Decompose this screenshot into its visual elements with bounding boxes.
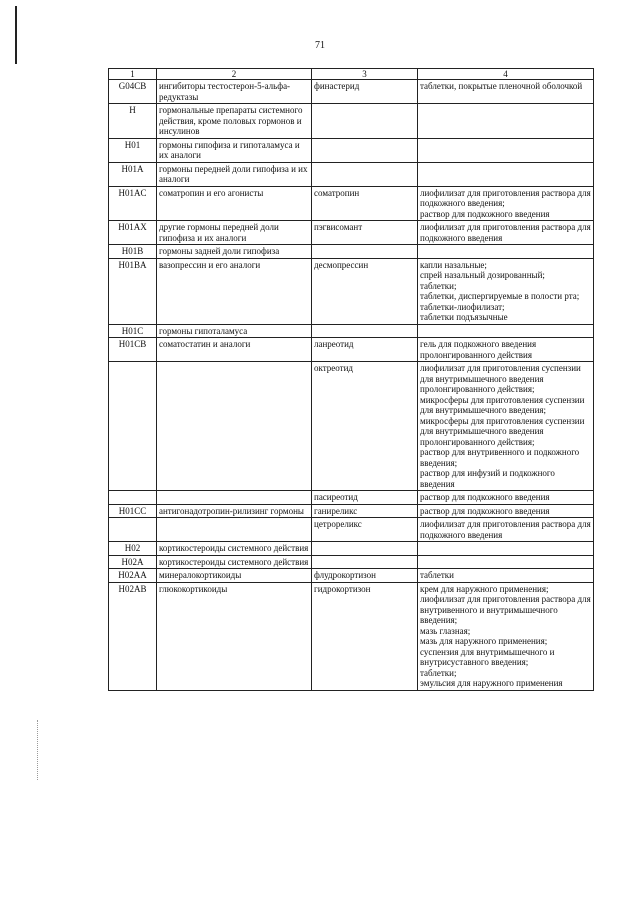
dosage-forms-cell bbox=[418, 162, 594, 186]
group-name-cell: гормональные препараты системного действия, кроме половых гормонов и инсулинов bbox=[157, 104, 312, 139]
drug-name-cell: пасиреотид bbox=[312, 491, 418, 505]
dosage-form-item: суспензия для внутримышечного и внутрисуставного введения; bbox=[420, 646, 555, 667]
table-row bbox=[109, 518, 594, 542]
atc-code-cell: H02A bbox=[109, 555, 157, 569]
atc-code-cell: H01A bbox=[109, 162, 157, 186]
table-row bbox=[109, 258, 594, 324]
dosage-form-item: таблетки-лиофилизат; bbox=[420, 301, 505, 312]
atc-code-cell: H01BA bbox=[109, 258, 157, 324]
column-header-4: 4 bbox=[418, 69, 594, 80]
group-name-cell: антигонадотропин-рилизинг гормоны bbox=[157, 504, 312, 518]
dosage-form-item: таблетки; bbox=[420, 280, 457, 291]
atc-code-cell bbox=[109, 518, 157, 542]
table-row bbox=[109, 138, 594, 162]
drug-name-cell bbox=[312, 138, 418, 162]
dosage-forms-cell bbox=[418, 138, 594, 162]
table-body bbox=[109, 80, 594, 691]
dosage-forms-cell bbox=[418, 518, 594, 542]
dosage-form-item: лиофилизат для приготовления раствора для внутривенного и внутримышечного введения; bbox=[420, 594, 591, 625]
dosage-forms-cell bbox=[418, 569, 594, 583]
table-row bbox=[109, 80, 594, 104]
drug-name-cell bbox=[312, 555, 418, 569]
atc-code-cell: H01CB bbox=[109, 338, 157, 362]
table-row bbox=[109, 582, 594, 690]
dosage-form-item: таблетки bbox=[420, 570, 455, 580]
drug-name-cell: ганиреликс bbox=[312, 504, 418, 518]
dosage-form-item: таблетки; bbox=[420, 667, 457, 678]
table-row bbox=[109, 162, 594, 186]
atc-code-cell: H01AX bbox=[109, 221, 157, 245]
dosage-form-item: эмульсия для наружного применения bbox=[420, 678, 563, 688]
group-name-cell: гормоны передней доли гипофиза и их аналоги bbox=[157, 162, 312, 186]
atc-code-cell: H02AA bbox=[109, 569, 157, 583]
drug-name-cell bbox=[312, 245, 418, 259]
atc-code-cell: H02AB bbox=[109, 582, 157, 690]
dosage-form-item: раствор для подкожного введения bbox=[420, 492, 550, 502]
table-row bbox=[109, 491, 594, 505]
dosage-form-item: таблетки, диспергируемые в полости рта; bbox=[420, 291, 580, 301]
dosage-form-item: таблетки, покрытые пленочной оболочкой bbox=[420, 81, 583, 91]
atc-code-cell: G04CB bbox=[109, 80, 157, 104]
group-name-cell bbox=[157, 491, 312, 505]
dosage-forms-cell bbox=[418, 324, 594, 338]
dosage-forms-cell bbox=[418, 258, 594, 324]
column-header-1: 1 bbox=[109, 69, 157, 80]
dosage-forms-cell bbox=[418, 186, 594, 221]
atc-code-cell: H01 bbox=[109, 138, 157, 162]
group-name-cell: соматостатин и аналоги bbox=[157, 338, 312, 362]
table-row bbox=[109, 362, 594, 491]
atc-code-cell: H02 bbox=[109, 542, 157, 556]
dosage-forms-cell bbox=[418, 104, 594, 139]
dosage-forms-cell bbox=[418, 555, 594, 569]
column-header-2: 2 bbox=[157, 69, 312, 80]
dosage-form-item: таблетки подъязычные bbox=[420, 312, 508, 322]
dosage-form-item: раствор для подкожного введения bbox=[420, 208, 550, 219]
group-name-cell: гормоны гипоталамуса bbox=[157, 324, 312, 338]
dosage-form-item: микросферы для приготовления суспензии для внутримышечного введения; bbox=[420, 394, 585, 415]
table-row bbox=[109, 186, 594, 221]
dosage-forms-cell bbox=[418, 80, 594, 104]
table-row bbox=[109, 555, 594, 569]
dosage-form-item: раствор для внутривенного и подкожного введения; bbox=[420, 447, 580, 468]
dosage-forms-cell bbox=[418, 362, 594, 491]
group-name-cell: кортикостероиды системного действия bbox=[157, 555, 312, 569]
binder-margin-line bbox=[15, 6, 17, 64]
dosage-form-item: мазь для наружного применения; bbox=[420, 636, 548, 646]
dosage-form-item: крем для наружного применения; bbox=[420, 583, 549, 594]
dosage-forms-cell bbox=[418, 221, 594, 245]
dosage-form-item: раствор для подкожного введения bbox=[420, 505, 550, 516]
dosage-form-item: спрей назальный дозированный; bbox=[420, 270, 545, 280]
dosage-forms-cell bbox=[418, 504, 594, 518]
atc-code-cell: H01CC bbox=[109, 504, 157, 518]
drug-name-cell: ланреотид bbox=[312, 338, 418, 362]
drug-name-cell bbox=[312, 324, 418, 338]
table-row bbox=[109, 221, 594, 245]
drug-name-cell bbox=[312, 104, 418, 139]
dosage-form-item: капли назальные; bbox=[420, 259, 487, 270]
drug-name-cell: октреотид bbox=[312, 362, 418, 491]
drug-name-cell: финастерид bbox=[312, 80, 418, 104]
dosage-form-item: лиофилизат для приготовления раствора для подкожного введения bbox=[420, 222, 591, 243]
drug-name-cell: гидрокортизон bbox=[312, 582, 418, 690]
group-name-cell: другие гормоны передней доли гипофиза и их аналоги bbox=[157, 221, 312, 245]
group-name-cell: глюкокортикоиды bbox=[157, 582, 312, 690]
medication-table bbox=[108, 68, 594, 691]
group-name-cell: кортикостероиды системного действия bbox=[157, 542, 312, 556]
dosage-form-item: мазь глазная; bbox=[420, 625, 471, 636]
dosage-forms-cell bbox=[418, 491, 594, 505]
drug-name-cell: цетрореликс bbox=[312, 518, 418, 542]
group-name-cell: гормоны задней доли гипофиза bbox=[157, 245, 312, 259]
table-row bbox=[109, 338, 594, 362]
table-row bbox=[109, 245, 594, 259]
table-row bbox=[109, 504, 594, 518]
column-header-3: 3 bbox=[312, 69, 418, 80]
atc-code-cell: H01B bbox=[109, 245, 157, 259]
group-name-cell: гормоны гипофиза и гипоталамуса и их аналоги bbox=[157, 138, 312, 162]
drug-name-cell: десмопрессин bbox=[312, 258, 418, 324]
dosage-form-item: лиофилизат для приготовления суспензии для внутримышечного введения пролонгированного действия; bbox=[420, 363, 581, 394]
table-row bbox=[109, 542, 594, 556]
atc-code-cell: H01AC bbox=[109, 186, 157, 221]
group-name-cell bbox=[157, 518, 312, 542]
group-name-cell: соматропин и его агонисты bbox=[157, 186, 312, 221]
dosage-forms-cell bbox=[418, 245, 594, 259]
dosage-forms-cell bbox=[418, 542, 594, 556]
dosage-forms-cell bbox=[418, 582, 594, 690]
page-number: 71 bbox=[315, 40, 325, 51]
dosage-form-item: лиофилизат для приготовления раствора для подкожного введения; bbox=[420, 187, 591, 208]
atc-code-cell: H bbox=[109, 104, 157, 139]
group-name-cell: ингибиторы тестостерон-5-альфа-редуктазы bbox=[157, 80, 312, 104]
table-row bbox=[109, 569, 594, 583]
table-row bbox=[109, 324, 594, 338]
table-row bbox=[109, 104, 594, 139]
drug-name-cell: пэгвисомант bbox=[312, 221, 418, 245]
group-name-cell: минералокортикоиды bbox=[157, 569, 312, 583]
dosage-form-item: микросферы для приготовления суспензии для внутримышечного введения пролонгированного действия; bbox=[420, 415, 585, 447]
dosage-forms-cell bbox=[418, 338, 594, 362]
table-header-row bbox=[109, 69, 594, 80]
drug-name-cell bbox=[312, 542, 418, 556]
scan-margin-mark bbox=[37, 720, 39, 780]
group-name-cell bbox=[157, 362, 312, 491]
atc-code-cell bbox=[109, 491, 157, 505]
dosage-form-item: лиофилизат для приготовления раствора для подкожного введения bbox=[420, 519, 591, 540]
group-name-cell: вазопрессин и его аналоги bbox=[157, 258, 312, 324]
atc-code-cell bbox=[109, 362, 157, 491]
atc-code-cell: H01C bbox=[109, 324, 157, 338]
drug-name-cell: флудрокортизон bbox=[312, 569, 418, 583]
drug-name-cell: соматропин bbox=[312, 186, 418, 221]
dosage-form-item: раствор для инфузий и подкожного введения bbox=[420, 468, 555, 489]
drug-name-cell bbox=[312, 162, 418, 186]
dosage-form-item: гель для подкожного введения пролонгированного действия bbox=[420, 339, 537, 360]
